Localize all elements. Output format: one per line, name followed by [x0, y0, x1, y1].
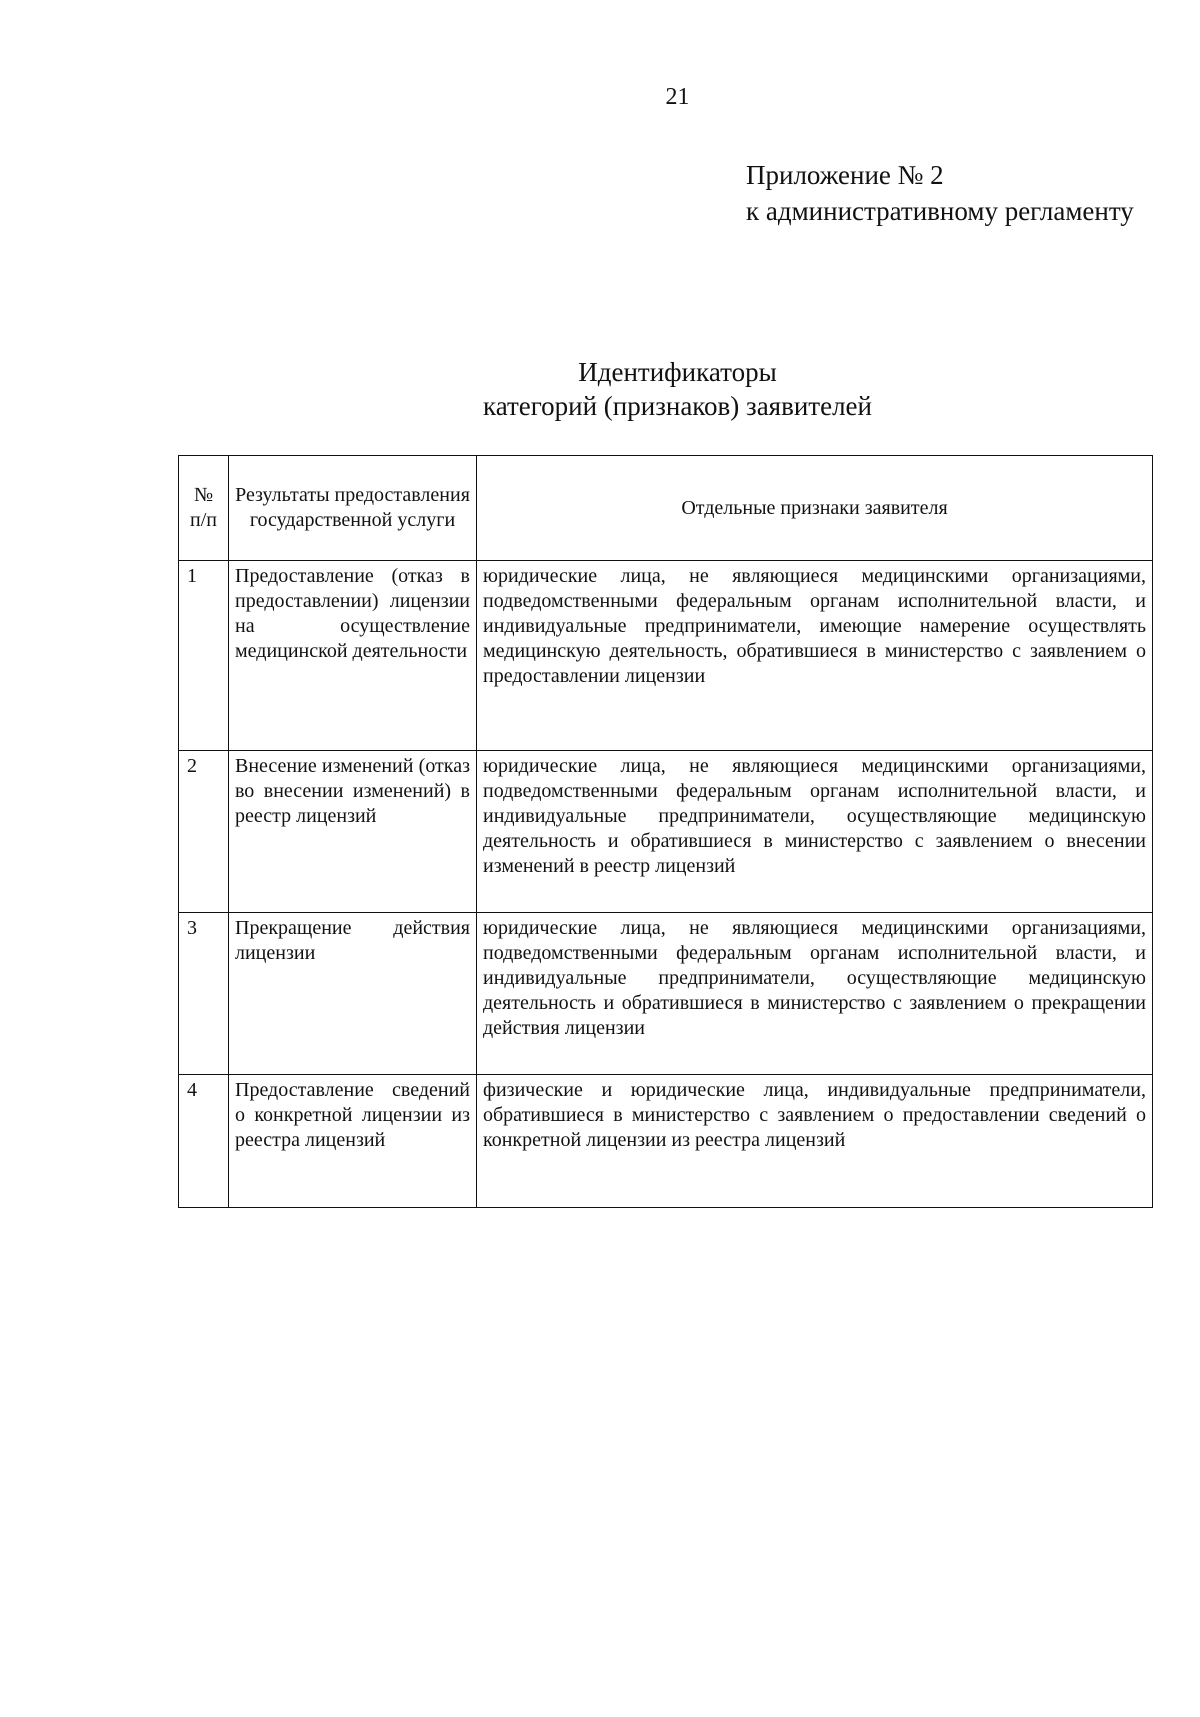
table-header-row: [179, 456, 1153, 561]
header-feature: Отдельные признаки заявителя: [477, 456, 1153, 561]
table-row: [179, 751, 1153, 913]
header-num: № п/п: [179, 456, 229, 561]
appendix-note: [746, 157, 1134, 229]
table-row: [179, 913, 1153, 1075]
row-result: Предоставление сведений о конкретной лицензии из реестра лицензий: [229, 1075, 477, 1208]
table-row: [179, 561, 1153, 751]
row-result: Предоставление (отказ в предоставлении) лицензии на осуществление медицинской деятельности: [229, 561, 477, 751]
row-feature: юридические лица, не являющиеся медицинскими организациями, подведомственными федеральным органам исполнительной власти, и индивидуальные предприниматели, осуществляющие медицинскую деятельность и обратившиеся в министерство с заявлением о прекращении действия лицензии: [477, 913, 1153, 1075]
row-feature: физические и юридические лица, индивидуальные предприниматели, обратившиеся в министерство с заявлением о предоставлении сведений о конкретной лицензии из реестра лицензий: [477, 1075, 1153, 1208]
row-num: 1: [179, 561, 229, 751]
title-line-1: Идентификаторы: [578, 357, 777, 387]
row-num: 3: [179, 913, 229, 1075]
document-title: [0, 355, 1200, 423]
title-line-2: категорий (признаков) заявителей: [482, 391, 872, 421]
row-num: 4: [179, 1075, 229, 1208]
row-feature: юридические лица, не являющиеся медицинскими организациями, подведомственными федеральным органам исполнительной власти, и индивидуальные предприниматели, имеющие намерение осуществлять медицинскую деятельность, обратившиеся в министерство с заявлением о предоставлении лицензии: [477, 561, 1153, 751]
appendix-line-1: Приложение № 2: [746, 160, 944, 190]
table-row: [179, 1075, 1153, 1208]
row-num: 2: [179, 751, 229, 913]
page-number: 21: [665, 84, 690, 110]
row-result: Внесение изменений (отказ во внесении изменений) в реестр лицензий: [229, 751, 477, 913]
appendix-line-2: к административному регламенту: [746, 196, 1134, 226]
applicant-categories-table: [178, 455, 1153, 1208]
header-result: Результаты предоставления государственной услуги: [229, 456, 477, 561]
row-feature: юридические лица, не являющиеся медицинскими организациями, подведомственными федеральным органам исполнительной власти, и индивидуальные предприниматели, осуществляющие медицинскую деятельность и обратившиеся в министерство с заявлением о внесении изменений в реестр лицензий: [477, 751, 1153, 913]
row-result: Прекращение действия лицензии: [229, 913, 477, 1075]
